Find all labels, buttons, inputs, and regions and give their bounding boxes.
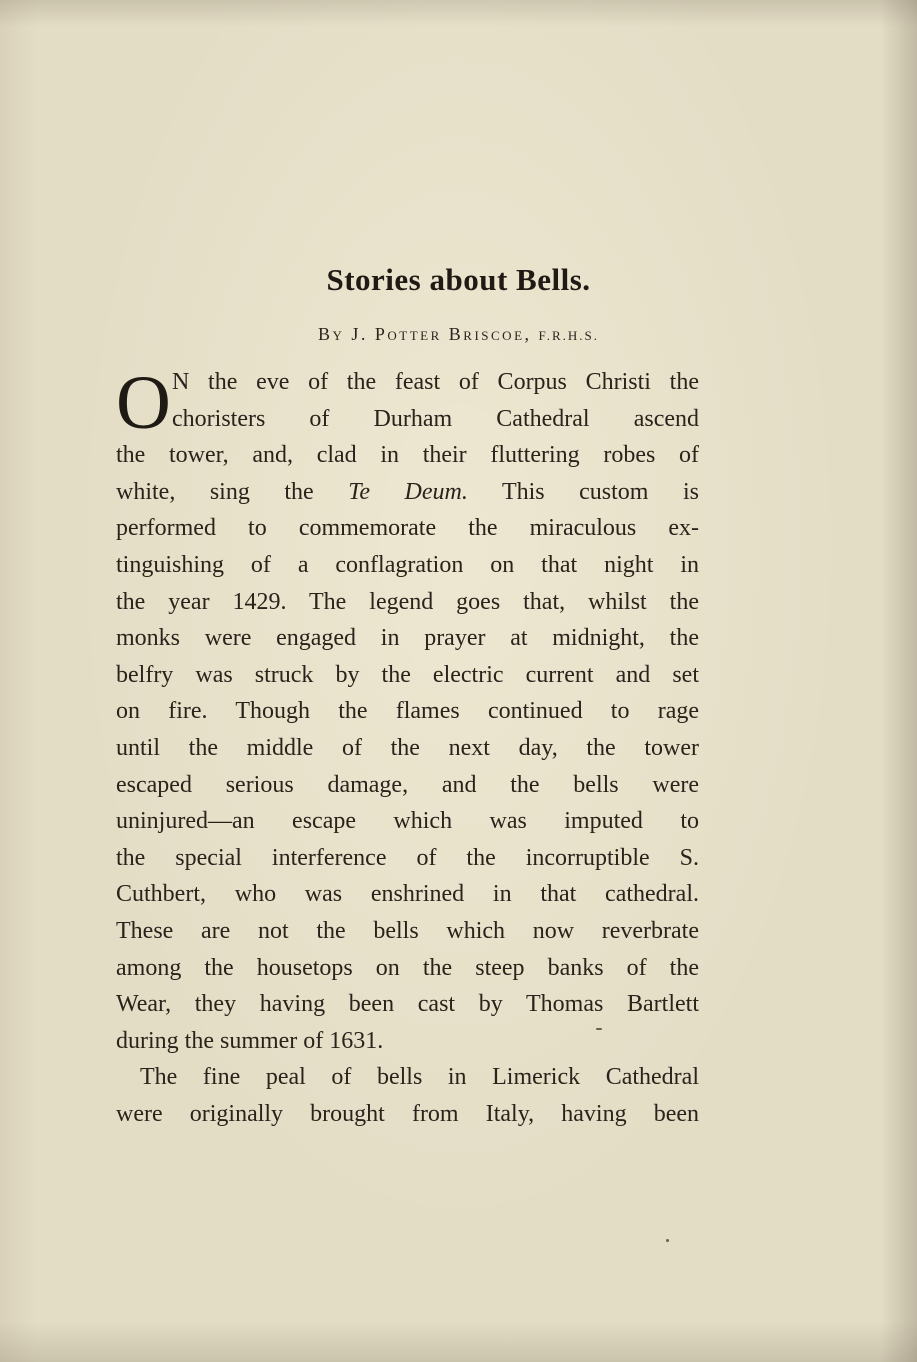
text-line: uninjured—an escape which was imputed to [116,808,699,835]
text-line: the year 1429. The legend goes that, whilst the [116,588,699,615]
article-body [116,361,699,1132]
text-line: Cuthbert, who was enshrined in that cathedral. [116,881,699,908]
text-line: The fine peal of bells in Limerick Cathedral [140,1064,699,1091]
page-title: Stories about Bells. [326,262,591,297]
text-line: on fire. Though the flames continued to rage [116,698,699,725]
text-line: These are not the bells which now reverbrate [116,917,699,944]
author-degree: F.R.H.S. [538,328,599,343]
text-line: escaped serious damage, and the bells were [116,771,699,798]
text-line: the tower, and, clad in their fluttering robes of [116,442,699,469]
text-line: choristers of Durham Cathedral ascend [172,405,699,432]
paper-speck [666,1239,669,1242]
text-line-with-italic [116,474,699,511]
text-line: were originally brought from Italy, having been [116,1100,699,1127]
italic-title: Te Deum. [348,478,468,505]
text-line: belfry was struck by the electric current and set [116,661,699,688]
text-line: the special interference of the incorruptible S. [116,844,699,871]
text-line: monks were engaged in prayer at midnight, the [116,625,699,652]
text-fragment: This custom is [501,478,699,505]
text-fragment: white, sing the [116,478,314,505]
author-name: By J. Potter Briscoe, [317,324,532,344]
text-line: Wear, they having been cast by Thomas Bartlett [116,991,699,1018]
text-line: until the middle of the next day, the tower [116,734,699,761]
text-line: tinguishing of a conflagration on that night in [116,551,699,578]
drop-cap: O [116,361,171,445]
text-line: performed to commemorate the miraculous ex- [116,515,699,542]
byline [0,324,917,345]
paper-speck [596,1028,602,1030]
text-line: among the housetops on the steep banks of the [116,954,699,981]
text-line: during the summer of 1631. [116,1027,384,1054]
text-line: N the eve of the feast of Corpus Christi the [172,369,699,395]
